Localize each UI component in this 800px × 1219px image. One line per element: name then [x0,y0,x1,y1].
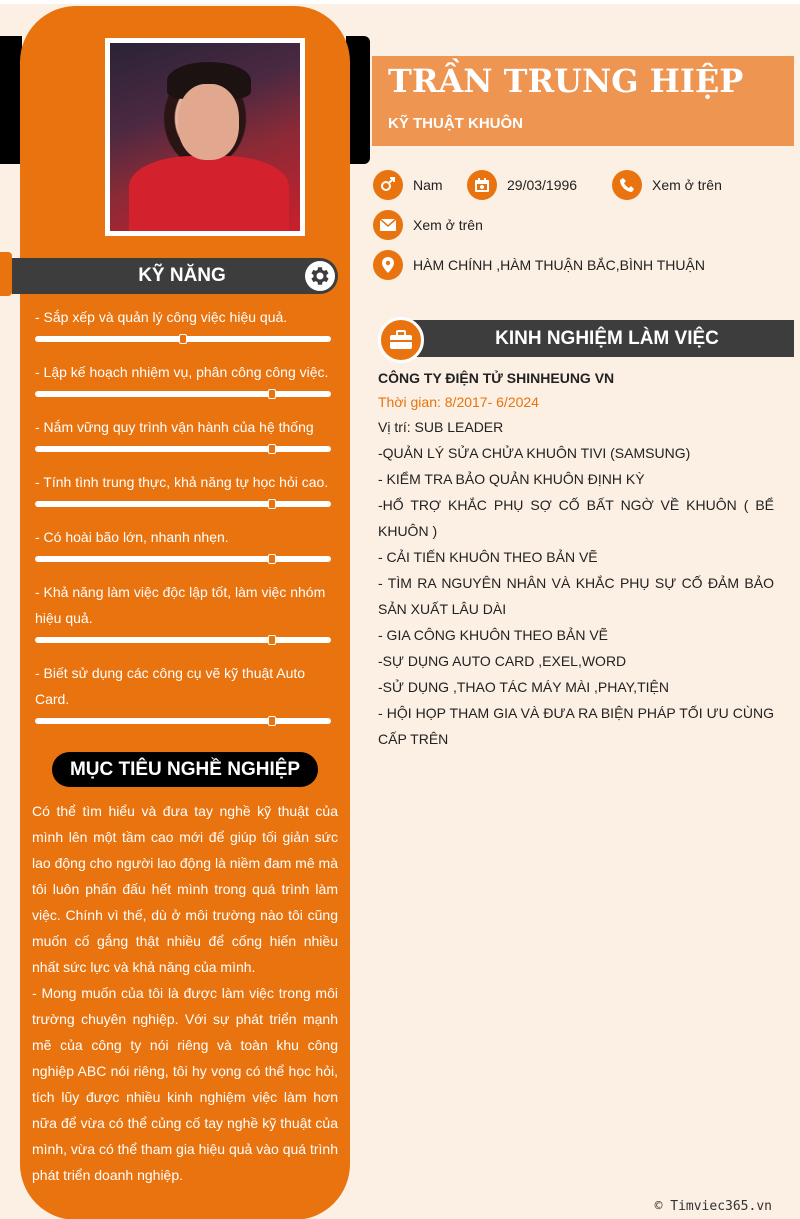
decor-tab [0,252,12,296]
email-icon [373,210,403,240]
decor-bar-left [0,36,22,164]
duty-item: - GIA CÔNG KHUÔN THEO BẢN VẼ [378,627,609,643]
skills-header [12,258,338,294]
avatar [110,43,300,231]
skill-level-bar [35,391,331,397]
info-gender [373,170,443,200]
duty-item: - KIỂM TRA BẢO QUẢN KHUÔN ĐỊNH KỲ [378,471,645,487]
skill-level-marker [268,635,276,645]
skill-label: - Nắm vững quy trình vận hành của hệ thống [35,419,314,435]
work-position: Vị trí: SUB LEADER [378,419,504,435]
skill-level-marker [179,334,187,344]
skill-label: - Tính tình trung thực, khả năng tự học hỏi cao. [35,474,329,490]
skill-label: - Có hoài bão lớn, nhanh nhẹn. [35,529,229,545]
skill-level-marker [268,554,276,564]
experience-header [378,320,794,357]
skills-list [35,304,331,741]
name-band [372,56,794,146]
gender-icon [373,170,403,200]
skill-level-bar [35,501,331,507]
duty-item: -SỬ DỤNG ,THAO TÁC MÁY MÀI ,PHAY,TIỆN [378,679,669,695]
job-title: KỸ THUẬT KHUÔN [388,115,523,132]
goal-paragraph: - Mong muốn của tôi là được làm việc trong môi trường chuyên nghiệp. Với sự phát triển mạnh mẽ của công ty nói riêng và toàn khu công nghiệp ABC nói riêng, tôi hy vọng có thể học hỏi, tích lũy được nhiều kinh nghiệm việc làm hơn nữa để vừa có thể củng cố tay nghề kỹ thuật của mình, vừa có thể tham gia hiệu quả vào quá trình phát triển doanh nghiệp. [32,985,338,1183]
candidate-name: TRẦN TRUNG HIỆP [388,62,744,100]
info-address [373,250,705,280]
work-period: Thời gian: 8/2017- 6/2024 [378,394,539,410]
briefcase-icon [378,317,424,363]
skill-label: - Lập kế hoạch nhiệm vụ, phân công công việc. [35,364,329,380]
skill-level-marker [268,716,276,726]
skill-level-marker [268,499,276,509]
duty-item: -SỰ DỤNG AUTO CARD ,EXEL,WORD [378,653,627,669]
profile-photo [105,38,305,236]
goal-paragraph: Có thể tìm hiểu và đưa tay nghề kỹ thuật của mình lên một tầm cao mới để giúp tối giản sức lao động cho người lao động là niềm đam mê mà tôi luôn phấn đấu hết mình trong quá trình làm việc. Chính vì thế, dù ở môi trường nào tôi cũng muốn cố gắng thật nhiều để cống hiến nhiều nhất sức lực và khả năng của mình. [32,803,338,975]
skill-level-bar [35,446,331,452]
duty-item: -QUẢN LÝ SỬA CHỬA KHUÔN TIVI (SAMSUNG) [378,445,691,461]
skill-level-bar [35,556,331,562]
duty-item: - CẢI TIẾN KHUÔN THEO BẢN VẼ [378,549,598,565]
duty-item: - TÌM RA NGUYÊN NHÂN VÀ KHẮC PHỤ SỰ CỐ ĐẢM BẢO SẢN XUẤT LÂU DÀI [378,575,774,617]
skill-level-marker [268,444,276,454]
info-birthday [467,170,577,200]
skill-level-bar [35,637,331,643]
cv-page [0,4,800,1219]
goal-text [32,798,338,1188]
phone-icon [612,170,642,200]
skills-title: KỸ NĂNG [138,265,226,286]
location-icon [373,250,403,280]
birthday-value: 29/03/1996 [507,177,578,193]
duty-item: -HỔ TRỢ KHẮC PHỤ SỢ CỐ BẤT NGỜ VỀ KHUÔN ( BỂ KHUÔN ) [378,497,774,539]
email-value: Xem ở trên [413,217,483,233]
phone-value: Xem ở trên [652,177,722,193]
gender-value: Nam [413,177,443,193]
experience-body [378,366,774,752]
info-phone [612,170,722,200]
calendar-icon [467,170,497,200]
goal-title: MỤC TIÊU NGHỀ NGHIỆP [52,752,318,787]
footer-credit: © Timviec365.vn [654,1199,772,1214]
experience-title: KINH NGHIỆM LÀM VIỆC [495,328,719,349]
duty-list [378,440,774,752]
skill-level-marker [268,389,276,399]
skill-level-bar [35,336,331,342]
skill-label: - Sắp xếp và quản lý công việc hiệu quả. [35,309,288,325]
skill-label: - Khả năng làm việc độc lập tốt, làm việc nhóm hiệu quả. [35,584,326,626]
skill-level-bar [35,718,331,724]
gear-icon [305,261,335,291]
info-email [373,210,483,240]
duty-item: - HỘI HỌP THAM GIA VÀ ĐƯA RA BIỆN PHÁP TỐI ƯU CÙNG CẤP TRÊN [378,705,774,747]
sidebar [20,6,350,1219]
address-value: HÀM CHÍNH ,HÀM THUẬN BẮC,BÌNH THUẬN [413,257,705,273]
company-name: CÔNG TY ĐIỆN TỬ SHINHEUNG VN [378,370,615,386]
skill-label: - Biết sử dụng các công cụ vẽ kỹ thuật Auto Card. [35,665,306,707]
